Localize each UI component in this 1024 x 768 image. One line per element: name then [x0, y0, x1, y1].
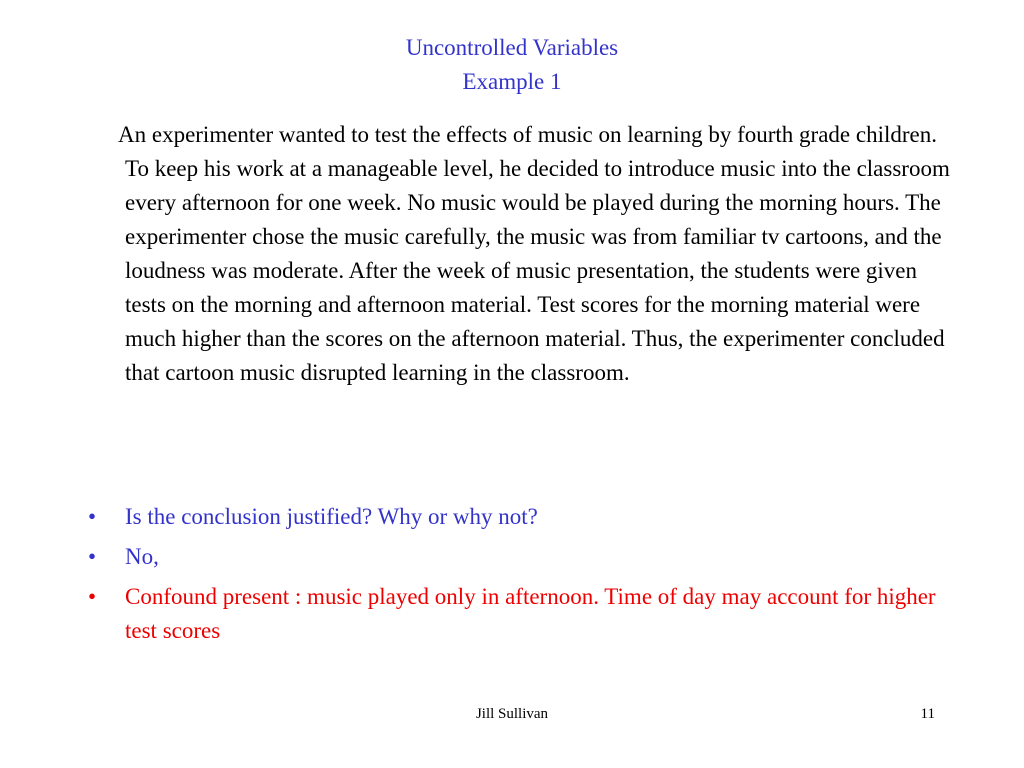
bullet-marker: •	[88, 504, 97, 529]
bullet-answer-text: No,	[125, 544, 159, 569]
bullet-marker: •	[88, 544, 97, 569]
bullet-explanation-text: Confound present : music played only in afternoon. Time of day may account for higher test scores	[125, 584, 936, 643]
slide-title	[0, 31, 1024, 99]
bullet-question	[0, 500, 945, 534]
footer-author: Jill Sullivan	[475, 706, 549, 722]
scenario-paragraph: An experimenter wanted to test the effects of music on learning by fourth grade children. To keep his work at a manageable level, he decided to introduce music into the classroom every afternoon for one week. No music would be played during the morning hours. The experimenter chose the music carefully, the music was from familiar tv cartoons, and the loudness was moderate. After the week of music presentation, the students were given tests on the morning and afternoon material. Test scores for the morning material were much higher than the scores on the afternoon material. Thus, the experimenter concluded that cartoon music disrupted learning in the classroom.	[118, 122, 950, 385]
bullet-list	[0, 500, 1024, 654]
slide-title-line-1: Uncontrolled Variables	[405, 35, 619, 60]
slide-number: 11	[920, 706, 935, 722]
bullet-answer	[0, 540, 945, 574]
bullet-question-text: Is the conclusion justified? Why or why not?	[125, 504, 538, 529]
bullet-explanation	[0, 580, 945, 648]
slide-title-line-2: Example 1	[462, 69, 562, 94]
bullet-marker: •	[88, 584, 97, 609]
